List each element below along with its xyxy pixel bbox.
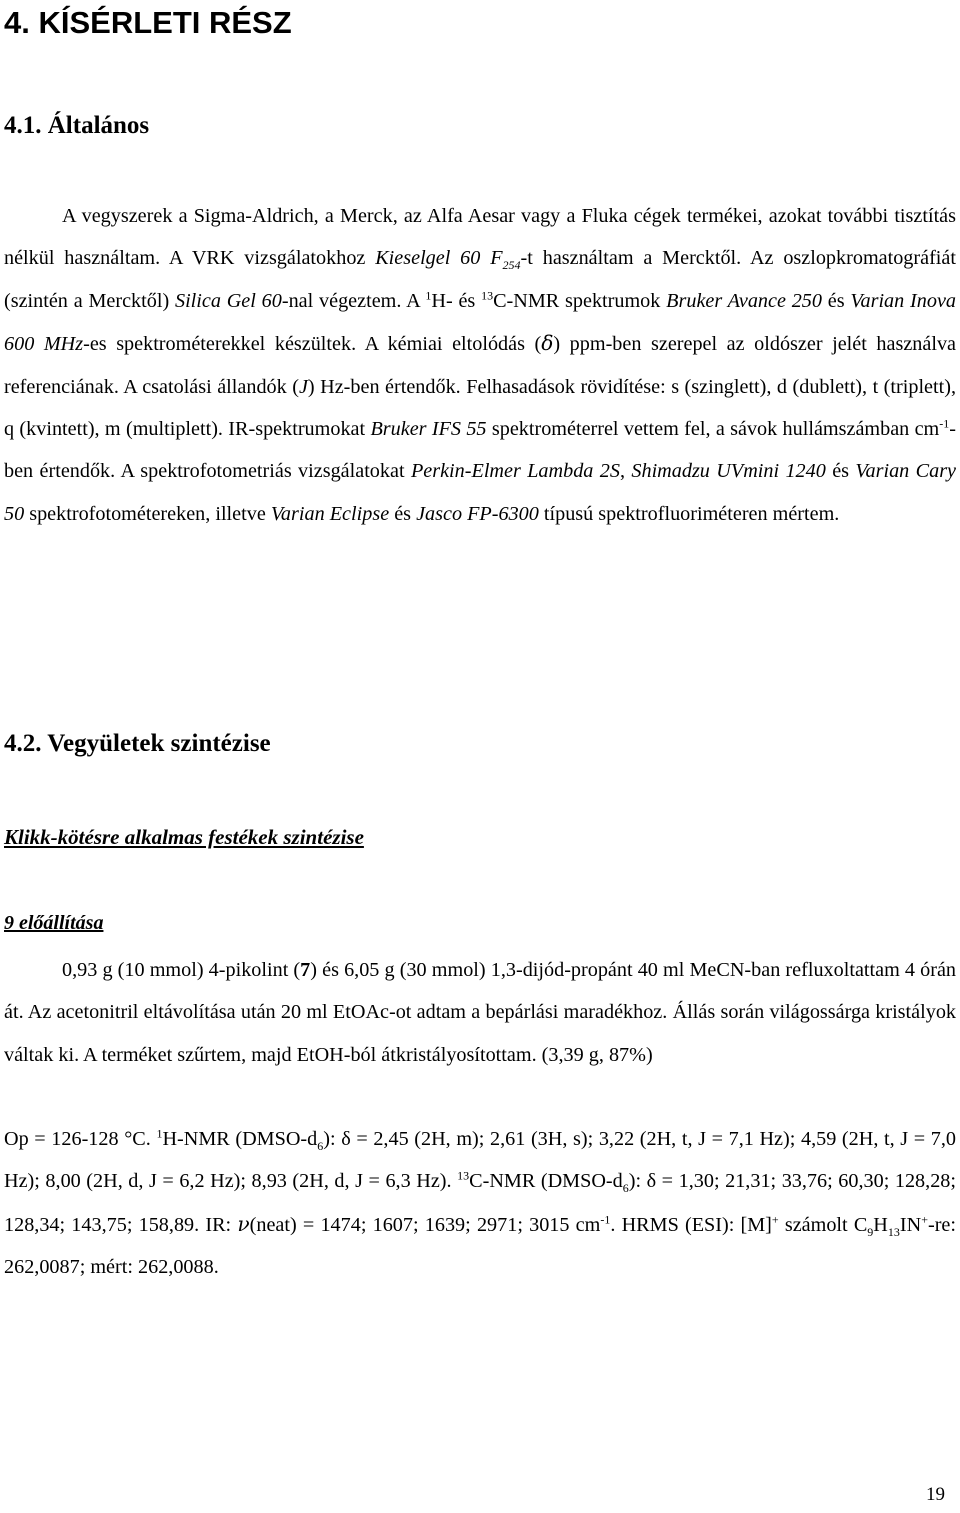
characterization-paragraph: Op = 126-128 °C. $^1$H-NMR $(DMSO-d_6)$: δ = 2,45 (2H, m); 2,61 (3H, s); 3,22 (2H, t, J = 7,1 Hz); 4,59 (2H, t, J = 7,0 Hz); 8,00 (2H, d, J = 6,2 Hz); 8,93 (2H, d, J = 6,3 Hz). $^{13}$C-NMR $(DMSO-d_6)$: δ = 1,30; 21,31; 33,76; 60,30; 128,28; 128,34; 143,75; 158,89. IR: ν(neat) = 1474; 1607; 1639; 2971; 3015 $cm^{-1}$. HRMS (ESI): [M]+ számolt $C_9H_{13}IN^+-re$: 262,0087; mért: 262,0088. <box>4 1126 956 1279</box>
section-heading-synthesis: 4.2. Vegyületek szintézise <box>4 730 271 757</box>
chapter-heading: 4. KÍSÉRLETI RÉSZ <box>4 5 292 40</box>
section-heading-general: 4.1. Általános <box>4 112 150 139</box>
subsection-heading: Klikk-kötésre alkalmas festékek szintézise <box>4 825 364 849</box>
page-number: 19 <box>926 1484 945 1505</box>
synthesis-paragraph: 0,93 g (10 mmol) 4-pikolint (7) és 6,05 g (30 mmol) 1,3-dijód-propánt 40 ml MeCN-ban refluxoltattam 4 órán át. Az acetonitril eltávolítása után 20 ml EtOAc-ot adtam a bepárlási maradékhoz. Állás során világossárga kristályok váltak ki. A terméket szűrtem, majd EtOH-ból átkristályosítottam. (3,39 g, 87%) <box>4 959 957 1066</box>
compound-heading: 9 előállítása <box>4 912 104 934</box>
general-paragraph: A vegyszerek a Sigma-Aldrich, a Merck, az Alfa Aesar vagy a Fluka cégek termékei, azokat további tisztítás nélkül használtam. A VRK vizsgálatokhoz Kieselgel 60 $F_{254}-t$ használtam a Mercktől. Az oszlopkromatográfiát (szintén a Mercktől) Silica Gel 60-nal végeztem. A $^1$H- és $^{13}$C-NMR spektrumok Bruker Avance 250 és Varian Inova 600 MHz-es spektrométerekkel készültek. A kémiai eltolódás (δ) ppm-ben szerepel az oldószer jelét használva referenciának. A csatolási állandók (J) Hz-ben értendők. Felhasadások rövidítése: s (szinglett), d (dublett), t (triplett), q (kvintett), m (multiplett). IR-spektrumokat Bruker IFS 55 spektrométerrel vettem fel, a sávok hullámszámban $cm^{-1}$-ben értendők. A spektrofotometriás vizsgálatokat Perkin-Elmer Lambda 2S, Shimadzu UVmini 1240 és Varian Cary 50 spektrofotométereken, illetve Varian Eclipse és Jasco FP-6300 típusú spektrofluoriméteren mértem. <box>4 205 957 525</box>
